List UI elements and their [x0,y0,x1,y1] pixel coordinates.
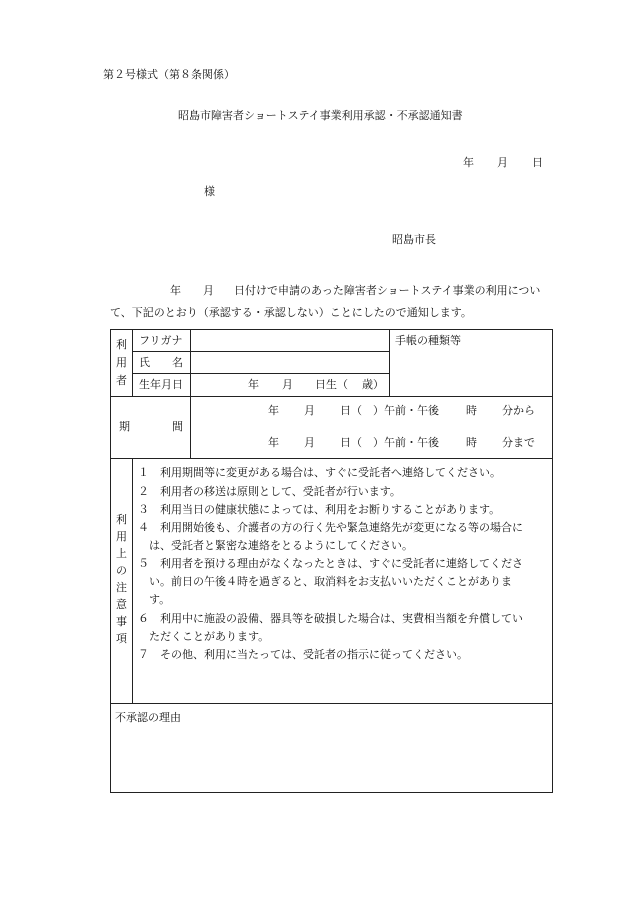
birth-age-suffix: 歳） [362,378,384,391]
from-ampm: 午前・午後 [384,404,439,417]
birthdate-label: 生年月日 [139,378,183,391]
form-number: 第２号様式（第８条関係） [103,68,235,81]
note-line: は、受託者と緊密な連絡をとるようにしてください。 [149,539,413,552]
from-day: 日（ ） [340,404,384,417]
note-line: い。前日の午後４時を過ぎると、取消料をお支払いいただくことがありま [149,575,512,588]
user-group-label: 利 用 者 [116,338,127,387]
reason-field[interactable] [111,728,552,791]
date-month: 月 [497,156,508,169]
note-line: ６ 利用中に施設の設備、器具等を破損した場合は、実費相当額を弁償してい [138,612,523,625]
name-field[interactable] [191,352,388,373]
to-ampm: 午前・午後 [384,436,439,449]
recipient-suffix: 様 [204,185,215,198]
birth-year: 年 [248,378,259,391]
note-line: ７ その他、利用に当たっては、受託者の指示に従ってください。 [138,648,468,661]
date-day: 日 [532,156,543,169]
to-year: 年 [268,436,279,449]
from-minute: 分から [502,404,535,417]
period-label-1: 期 [119,420,130,433]
date-year: 年 [463,156,474,169]
issuer: 昭島市長 [392,233,436,246]
note-line: １ 利用期間等に変更がある場合は、すぐに受託者へ連絡してください。 [138,466,501,479]
intro-month: 月 [203,284,214,297]
note-line: ２ 利用者の移送は原則として、受託者が行います。 [138,485,401,498]
to-minute: 分まで [502,436,535,449]
to-month: 月 [304,436,315,449]
reason-label: 不承認の理由 [115,711,181,724]
note-line: ３ 利用当日の健康状態によっては、利用をお断りすることがあります。 [138,503,501,516]
note-line: ４ 利用開始後も、介護者の方の行く先や緊急連絡先が変更になる等の場合に [138,521,523,534]
notes-label: 利 用 上 の 注 意 事 項 [116,513,127,645]
intro-year: 年 [170,284,181,297]
from-hour: 時 [466,404,477,417]
period-label-2: 間 [172,420,183,433]
from-year: 年 [268,404,279,417]
birth-month: 月 [282,378,293,391]
note-line: ただくことがあります。 [149,630,270,643]
handbook-label: 手帳の種類等 [395,334,461,347]
furigana-label: フリガナ [139,334,183,347]
furigana-field[interactable] [191,330,388,351]
intro-line-1: 日付けで申請のあった障害者ショートステイ事業の利用につい [234,284,541,297]
note-line: す。 [149,593,171,606]
birth-day-suffix: 日生（ [315,378,348,391]
to-day: 日（ ） [340,436,384,449]
name-label: 氏 名 [139,356,183,369]
note-line: ５ 利用者を預ける理由がなくなったときは、すぐに受託者に連絡してくださ [138,557,523,570]
from-month: 月 [304,404,315,417]
intro-line-2: て、下記のとおり（承認する・承認しない）ことにしたので通知します。 [110,306,472,319]
to-hour: 時 [466,436,477,449]
document-title: 昭島市障害者ショートステイ事業利用承認・不承認通知書 [178,109,463,122]
handbook-field[interactable] [390,352,551,395]
